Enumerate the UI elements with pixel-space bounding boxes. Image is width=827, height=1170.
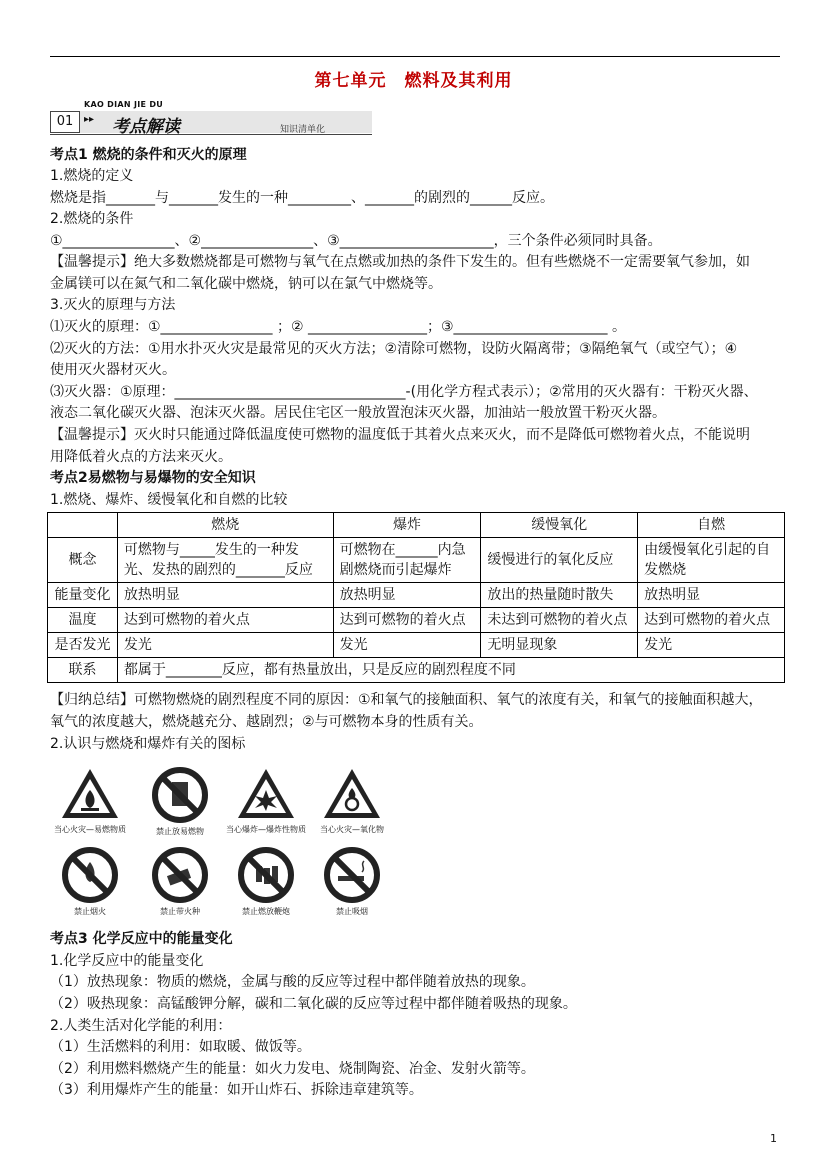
no-fireworks-icon <box>226 846 306 917</box>
table-cell: 放热明显 <box>333 583 481 608</box>
tip-line: 【温馨提示】绝大多数燃烧都是可燃物与氧气在点燃或加热的条件下发生的。但有些燃烧不一定需要氧气参加，如 <box>50 254 750 270</box>
banner-subtitle: 知识清单化 <box>280 125 326 135</box>
text-line: 燃烧是指_______与_______发生的一种_________、_______的剧烈的______反应。 <box>50 190 554 206</box>
table-cell: 无明显现象 <box>481 633 638 658</box>
summary-line: 【归纳总结】可燃物燃烧的剧烈程度不同的原因：①和氧气的接触面积、氧气的浓度有关，和氧气的接触面积越大， <box>50 692 763 708</box>
table-cell: 未达到可燃物的着火点 <box>481 608 638 633</box>
text-line: 氧气的浓度越大，燃烧越充分、越剧烈；②与可燃物本身的性质有关。 <box>50 714 483 730</box>
table-cell: 放热明显 <box>117 583 333 608</box>
oxidizer-icon <box>312 766 392 835</box>
table-header: 燃烧 <box>117 513 333 538</box>
table-cell: 可燃物在______内急剧燃烧而引起爆炸 <box>333 538 481 583</box>
banner-number: 01 <box>50 111 80 133</box>
no-smoking-icon <box>312 846 392 917</box>
text-line: 2.人类生活对化学能的利用： <box>50 1018 232 1034</box>
text-line: 2.燃烧的条件 <box>50 211 134 227</box>
text-line: （1）放热现象：物质的燃烧，金属与酸的反应等过程中都伴随着放热的现象。 <box>50 974 535 990</box>
icon-caption: 当心火灾—氧化物 <box>320 825 384 834</box>
table-cell: 都属于________反应，都有热量放出，只是反应的剧烈程度不同 <box>117 658 784 683</box>
no-kindling-icon <box>140 846 220 917</box>
table-cell: 是否发光 <box>48 633 118 658</box>
icon-caption: 禁止烟火 <box>74 907 106 916</box>
icon-caption: 禁止燃放鞭炮 <box>242 907 290 916</box>
section-heading: 考点2易燃物与易爆物的安全知识 <box>50 470 256 486</box>
section-banner <box>50 100 372 136</box>
table-cell: 可燃物与_____发生的一种发光、发热的剧烈的_______反应 <box>117 538 333 583</box>
banner-pinyin: KAO DIAN JIE DU <box>84 100 164 109</box>
no-flammable-icon <box>140 766 220 837</box>
text-line: 2.认识与燃烧和爆炸有关的图标 <box>50 736 246 752</box>
text-line: 用降低着火点的方法来灭火。 <box>50 449 232 465</box>
tip-line: 【温馨提示】灭火时只能通过降低温度使可燃物的温度低于其着火点来灭火，而不是降低可燃物着火点，不能说明 <box>50 427 750 443</box>
comparison-table <box>47 512 785 683</box>
table-row <box>48 608 785 633</box>
table-cell: 放热明显 <box>638 583 785 608</box>
table-cell: 概念 <box>48 538 118 583</box>
table-header <box>48 513 118 538</box>
table-cell: 联系 <box>48 658 118 683</box>
no-open-flame-icon <box>50 846 130 917</box>
table-cell: 缓慢进行的氧化反应 <box>481 538 638 583</box>
text-line: ①________________、②________________、③______________________，三个条件必须同时具备。 <box>50 233 662 249</box>
table-cell: 能量变化 <box>48 583 118 608</box>
table-header: 爆炸 <box>333 513 481 538</box>
table-row <box>48 658 785 683</box>
text-line: （2）利用燃料燃烧产生的能量：如火力发电、烧制陶瓷、冶金、发射火箭等。 <box>50 1061 535 1077</box>
double-arrow-icon: ▸▸ <box>84 114 95 125</box>
banner-title: 考点解读 <box>112 117 180 137</box>
text-line: 1.燃烧、爆炸、缓慢氧化和自燃的比较 <box>50 492 288 508</box>
icon-caption: 当心爆炸—爆炸性物质 <box>226 825 306 834</box>
text-line: 使用灭火器材灭火。 <box>50 362 176 378</box>
text-line: ⑶灭火器：①原理：_________________________________-(用化学方程式表示）；②常用的灭火器有：干粉灭火器、 <box>50 384 758 400</box>
text-line: ⑴灭火的原理：①________________ ；② _________________；③______________________ 。 <box>50 319 627 335</box>
flammable-icon <box>50 766 130 835</box>
text-line: 3.灭火的原理与方法 <box>50 297 176 313</box>
text-line: ⑵灭火的方法：①用水扑灭火灾是最常见的灭火方法；②清除可燃物，设防火隔离带；③隔绝氧气（或空气）；④ <box>50 341 738 357</box>
table-header: 自燃 <box>638 513 785 538</box>
header-rule <box>50 56 780 57</box>
section-heading: 考点1 燃烧的条件和灭火的原理 <box>50 147 247 163</box>
table-cell: 放出的热量随时散失 <box>481 583 638 608</box>
page-title: 第七单元 燃料及其利用 <box>314 71 513 91</box>
text-line: 1.化学反应中的能量变化 <box>50 953 204 969</box>
text-line: 1.燃烧的定义 <box>50 168 134 184</box>
section-heading: 考点3 化学反应中的能量变化 <box>50 931 233 947</box>
table-cell: 达到可燃物的着火点 <box>333 608 481 633</box>
text-line: （1）生活燃料的利用：如取暖、做饭等。 <box>50 1039 311 1055</box>
icon-caption: 禁止吸烟 <box>336 907 368 916</box>
table-cell: 达到可燃物的着火点 <box>117 608 333 633</box>
table-row <box>48 633 785 658</box>
table-cell: 达到可燃物的着火点 <box>638 608 785 633</box>
table-row <box>48 538 785 583</box>
explosive-icon <box>226 766 306 835</box>
icon-caption: 禁止带火种 <box>160 907 200 916</box>
table-cell: 发光 <box>638 633 785 658</box>
table-row <box>48 583 785 608</box>
text-line: （2）吸热现象：高锰酸钾分解，碳和二氧化碳的反应等过程中都伴随着吸热的现象。 <box>50 996 577 1012</box>
page-number: 1 <box>770 1132 777 1145</box>
table-cell: 由缓慢氧化引起的自发燃烧 <box>638 538 785 583</box>
text-line: 液态二氧化碳灭火器、泡沫灭火器。居民住宅区一般放置泡沫灭火器，加油站一般放置干粉灭火器。 <box>50 405 666 421</box>
table-cell: 温度 <box>48 608 118 633</box>
text-line: （3）利用爆炸产生的能量：如开山炸石、拆除违章建筑等。 <box>50 1082 423 1098</box>
text-line: 金属镁可以在氮气和二氧化碳中燃烧，钠可以在氯气中燃烧等。 <box>50 276 442 292</box>
table-cell: 发光 <box>333 633 481 658</box>
icon-caption: 禁止放易燃物 <box>156 827 204 836</box>
table-header-row <box>48 513 785 538</box>
icon-caption: 当心火灾—易燃物质 <box>54 825 126 834</box>
table-header: 缓慢氧化 <box>481 513 638 538</box>
table-cell: 发光 <box>117 633 333 658</box>
